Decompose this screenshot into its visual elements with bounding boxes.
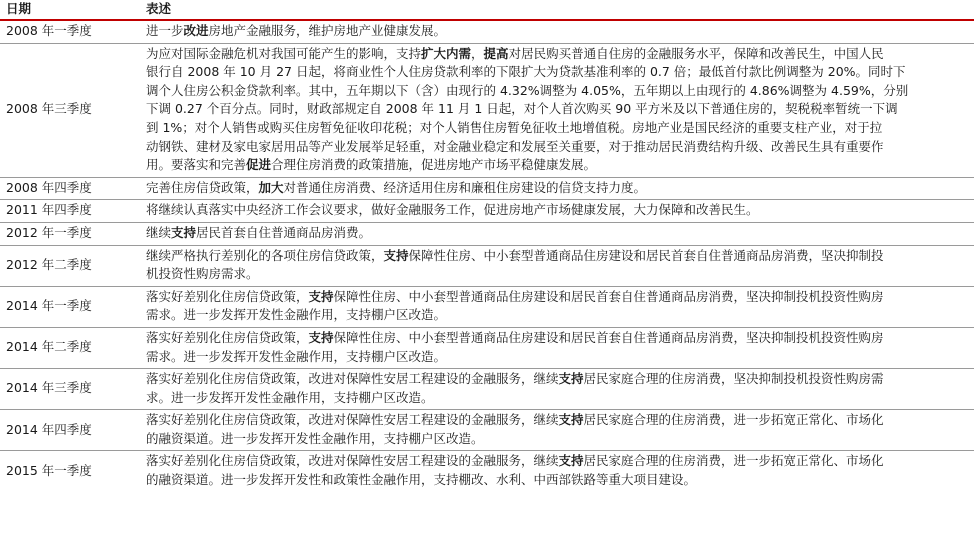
emphasis-text: 支持 (308, 288, 334, 304)
description-line (146, 63, 970, 82)
description-text: 居民首套自住普通商品房消费。 (196, 224, 372, 240)
description-text: 动钢铁、建材及家电家居用品等产业发展举足轻重，对金融业稳定和发展至关重要，对于推动居民消费结构升级、改善民生具有重要作 (146, 138, 884, 154)
table-row (0, 451, 974, 492)
emphasis-text: 支持 (383, 247, 409, 263)
table-row (0, 245, 974, 286)
table-row (0, 200, 974, 223)
date-cell: 2008 年三季度 (0, 43, 140, 177)
description-text: 到 1%；对个人销售或购买住房暂免征收印花税；对个人销售住房暂免征收土地增值税。房地产业是国民经济的重要支柱产业，对于拉 (146, 119, 883, 135)
description-line (146, 329, 970, 348)
description-text: 落实好差别化住房信贷政策，改进对保障性安居工程建设的金融服务，继续 (146, 412, 559, 428)
description-line (146, 82, 970, 101)
description-text: 继续 (146, 224, 172, 240)
description-text: 调个人住房公积金贷款利率。其中，五年期以下（含）由现行的 4.32%调整为 4.05%，五年期以上由现行的 4.86%调整为 4.59%，分别 (146, 82, 909, 98)
emphasis-text: 加大 (258, 179, 284, 195)
description-cell (140, 43, 974, 177)
description-text: 进一步 (146, 23, 184, 38)
description-text: 居民家庭合理的住房消费，进一步拓宽正常化、市场化 (583, 412, 884, 428)
description-line (146, 247, 970, 266)
description-text: 居民家庭合理的住房消费，坚决抑制投机投资性购房需 (583, 371, 884, 387)
description-line (146, 306, 970, 325)
date-cell: 2008 年四季度 (0, 177, 140, 200)
description-line (146, 471, 970, 490)
description-text: 对居民购买普通自住房的金融服务水平，保障和改善民生，中国人民 (508, 45, 884, 61)
date-cell: 2012 年一季度 (0, 222, 140, 245)
description-text: 求。进一步发挥开发性金融作用，支持棚户区改造。 (146, 389, 434, 405)
description-text: ， (471, 45, 484, 61)
description-cell (140, 327, 974, 368)
description-cell (140, 177, 974, 200)
emphasis-text: 扩大内需 (421, 45, 472, 61)
emphasis-text: 改进 (183, 23, 209, 38)
date-cell: 2014 年一季度 (0, 286, 140, 327)
description-text: 落实好差别化住房信贷政策， (146, 288, 309, 304)
description-column-header: 表述 (140, 0, 974, 20)
description-line (146, 411, 970, 430)
table-row (0, 369, 974, 410)
date-cell: 2015 年一季度 (6, 462, 92, 478)
description-text: 需求。进一步发挥开发性金融作用，支持棚户区改造。 (146, 348, 447, 364)
description-line (146, 179, 970, 198)
description-line (146, 156, 970, 175)
description-line (146, 224, 970, 243)
date-cell: 2014 年四季度 (0, 410, 140, 451)
description-text: 下调 0.27 个百分点。同时，财政部规定自 2008 年 11 月 1 日起，对个人首次购买 90 平方米及以下普通住房的，契税税率暂统一下调 (146, 101, 898, 117)
description-line (146, 22, 970, 41)
description-line (146, 288, 970, 307)
description-text: 合理住房消费的政策措施，促进房地产市场平稳健康发展。 (271, 157, 597, 173)
description-cell (140, 200, 974, 223)
description-cell (140, 369, 974, 410)
table-row (0, 222, 974, 245)
emphasis-text: 提高 (483, 45, 509, 61)
emphasis-text: 支持 (558, 412, 584, 428)
description-text: 的融资渠道。进一步发挥开发性和政策性金融作用，支持棚改、水利、中西部铁路等重大项目建设。 (146, 472, 697, 488)
date-column-header: 日期 (0, 0, 140, 20)
description-text: 落实好差别化住房信贷政策， (146, 329, 309, 345)
emphasis-text: 支持 (171, 224, 197, 240)
emphasis-text: 促进 (246, 157, 272, 173)
description-text: 需求。进一步发挥开发性金融作用，支持棚户区改造。 (146, 307, 447, 323)
description-text: 银行自 2008 年 10 月 27 日起，将商业性个人住房贷款利率的下限扩大为贷款基准利率的 0.7 倍；最低首付款比例调整为 20%。同时下 (146, 64, 906, 80)
table-row (0, 20, 974, 43)
emphasis-text: 支持 (558, 371, 584, 387)
emphasis-text: 支持 (308, 329, 334, 345)
description-line (146, 100, 970, 119)
description-line (146, 370, 970, 389)
table-row (0, 410, 974, 451)
description-line (146, 265, 970, 284)
description-text: 为应对国际金融危机对我国可能产生的影响，支持 (146, 45, 422, 61)
description-text: 落实好差别化住房信贷政策，改进对保障性安居工程建设的金融服务，继续 (146, 453, 559, 469)
description-text: 居民家庭合理的住房消费，进一步拓宽正常化、市场化 (583, 453, 884, 469)
description-text: 对普通住房消费、经济适用住房和廉租住房建设的信贷支持力度。 (283, 179, 647, 195)
table-body (0, 20, 974, 492)
date-cell: 2014 年三季度 (0, 369, 140, 410)
description-cell (140, 20, 974, 43)
table-row (0, 177, 974, 200)
description-line (146, 45, 970, 64)
description-text: 完善住房信贷政策， (146, 179, 259, 195)
description-cell (140, 451, 974, 492)
description-line (146, 389, 970, 408)
header-row (0, 0, 974, 20)
description-text: 的融资渠道。进一步发挥开发性金融作用，支持棚户区改造。 (146, 430, 484, 446)
description-text: 保障性住房、中小套型普通商品住房建设和居民首套自住普通商品房消费，坚决抑制投机投资性购房 (333, 329, 884, 345)
description-line (146, 348, 970, 367)
description-text: 继续严格执行差别化的各项住房信贷政策， (146, 247, 384, 263)
description-line (146, 430, 970, 449)
description-cell (140, 245, 974, 286)
description-cell (140, 286, 974, 327)
description-text: 机投资性购房需求。 (146, 266, 259, 282)
table-row (0, 286, 974, 327)
table-row (0, 43, 974, 177)
description-cell (140, 410, 974, 451)
description-line (146, 138, 970, 157)
date-cell: 2014 年二季度 (0, 327, 140, 368)
description-text: 房地产金融服务，维护房地产业健康发展。 (208, 23, 447, 38)
description-cell (140, 222, 974, 245)
description-text: 保障性住房、中小套型普通商品住房建设和居民首套自住普通商品房消费，坚决抑制投 (408, 247, 884, 263)
date-cell: 2008 年一季度 (0, 20, 140, 43)
emphasis-text: 支持 (558, 453, 584, 469)
description-text: 落实好差别化住房信贷政策，改进对保障性安居工程建设的金融服务，继续 (146, 371, 559, 387)
description-text: 用。要落实和完善 (146, 157, 247, 173)
date-cell: 2011 年四季度 (0, 200, 140, 223)
table-header (0, 0, 974, 20)
date-cell: 2012 年二季度 (0, 245, 140, 286)
description-text: 将继续认真落实中央经济工作会议要求，做好金融服务工作，促进房地产市场健康发展，大力保障和改善民生。 (146, 202, 759, 218)
description-line (146, 201, 970, 220)
description-line (146, 452, 970, 471)
description-text: 保障性住房、中小套型普通商品住房建设和居民首套自住普通商品房消费，坚决抑制投机投资性购房 (333, 288, 884, 304)
description-line (146, 119, 970, 138)
table-row (0, 327, 974, 368)
